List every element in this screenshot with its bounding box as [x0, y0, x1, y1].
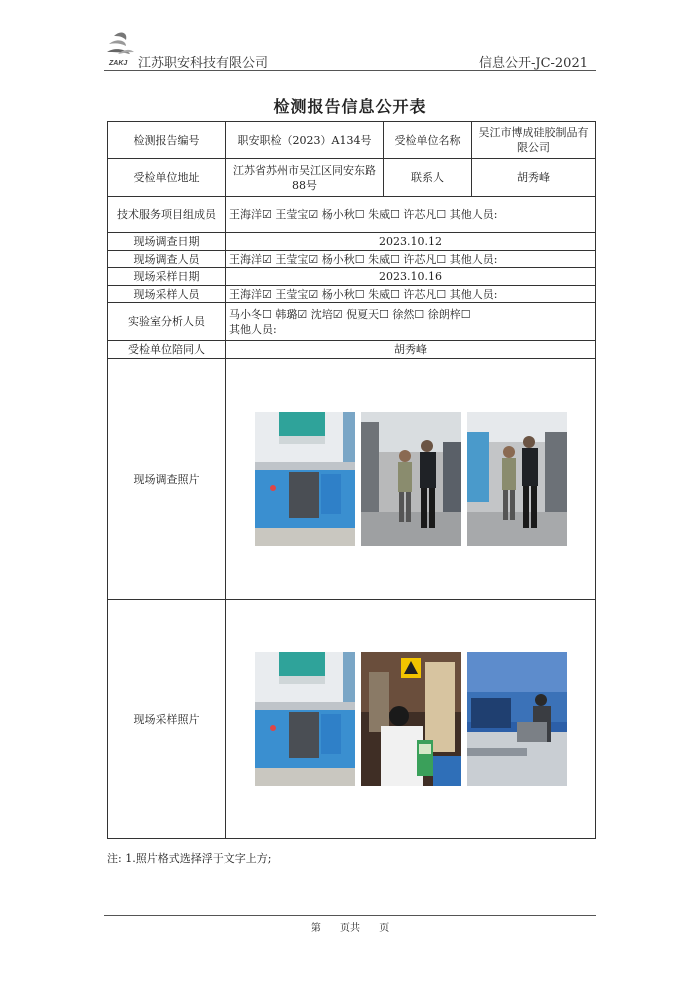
- table-row: [108, 303, 596, 341]
- contact-label: 联系人: [384, 159, 472, 197]
- table-row: [108, 600, 596, 839]
- sampling-photos-cell: [226, 600, 596, 839]
- table-row: [108, 268, 596, 286]
- sampling-date: 2023.10.16: [226, 268, 596, 286]
- table-row: [108, 341, 596, 359]
- sampling-photos-label: 现场采样照片: [108, 600, 226, 839]
- sampling-staff: 王海洋☑ 王莹宝☑ 杨小秋☐ 朱威☐ 许芯凡☐ 其他人员:: [226, 286, 596, 303]
- footer-of-label: 页共: [340, 923, 360, 934]
- address: 江苏省苏州市吴江区同安东路88号: [226, 159, 384, 197]
- svg-text:ZAKJ: ZAKJ: [109, 60, 128, 67]
- report-no-label: 检测报告编号: [108, 122, 226, 159]
- page-title: 检测报告信息公开表: [273, 97, 427, 116]
- footer-divider: [104, 915, 596, 916]
- sampling-date-label: 现场采样日期: [108, 268, 226, 286]
- address-label: 受检单位地址: [108, 159, 226, 197]
- sampling-photo-meter: [361, 652, 461, 786]
- table-row: [108, 197, 596, 233]
- footer-pages-label: 页: [379, 923, 390, 934]
- sampling-staff-label: 现场采样人员: [108, 286, 226, 303]
- sampling-photo-building: [255, 652, 355, 786]
- escort: 胡秀峰: [226, 341, 596, 359]
- survey-staff-label: 现场调查人员: [108, 251, 226, 268]
- unit-name-label: 受检单位名称: [384, 122, 472, 159]
- survey-date-label: 现场调查日期: [108, 233, 226, 251]
- footer-page-label: 第: [310, 923, 321, 934]
- page-header: [104, 30, 596, 72]
- survey-photos-cell: [226, 359, 596, 600]
- table-row: [108, 359, 596, 600]
- company-logo: [104, 30, 138, 70]
- table-row: [108, 286, 596, 303]
- survey-photo-people: [361, 412, 461, 546]
- survey-photo-building: [255, 412, 355, 546]
- lab-staff-line2: 其他人员:: [229, 322, 277, 336]
- table-row: [108, 251, 596, 268]
- sampling-photo-office: [467, 652, 567, 786]
- table-row: [108, 122, 596, 159]
- footnote: 注: 1.照片格式选择浮于文字上方;: [107, 852, 272, 865]
- unit-name: 吴江市博成硅胶制品有限公司: [472, 122, 596, 159]
- report-no: 职安职检（2023）A134号: [226, 122, 384, 159]
- team-label: 技术服务项目组成员: [108, 197, 226, 233]
- survey-photo-workshop: [467, 412, 567, 546]
- page-footer: [0, 919, 700, 934]
- table-row: [108, 159, 596, 197]
- lab-staff-label: 实验室分析人员: [108, 303, 226, 341]
- escort-label: 受检单位陪同人: [108, 341, 226, 359]
- table-row: [108, 233, 596, 251]
- document-number: 信息公开-JC-2021: [478, 56, 588, 71]
- survey-date: 2023.10.12: [226, 233, 596, 251]
- lab-staff: [226, 303, 596, 341]
- survey-staff: 王海洋☑ 王莹宝☑ 杨小秋☐ 朱威☐ 许芯凡☐ 其他人员:: [226, 251, 596, 268]
- company-name: 江苏职安科技有限公司: [138, 56, 269, 71]
- lab-staff-line1: 马小冬☐ 韩璐☑ 沈培☑ 倪夏天☐ 徐然☐ 徐朗梓☐: [229, 307, 471, 321]
- contact: 胡秀峰: [472, 159, 596, 197]
- header-divider: [104, 70, 596, 71]
- team-members: 王海洋☑ 王莹宝☑ 杨小秋☐ 朱威☐ 许芯凡☐ 其他人员:: [226, 197, 596, 233]
- info-table: [107, 121, 596, 839]
- survey-photos-label: 现场调查照片: [108, 359, 226, 600]
